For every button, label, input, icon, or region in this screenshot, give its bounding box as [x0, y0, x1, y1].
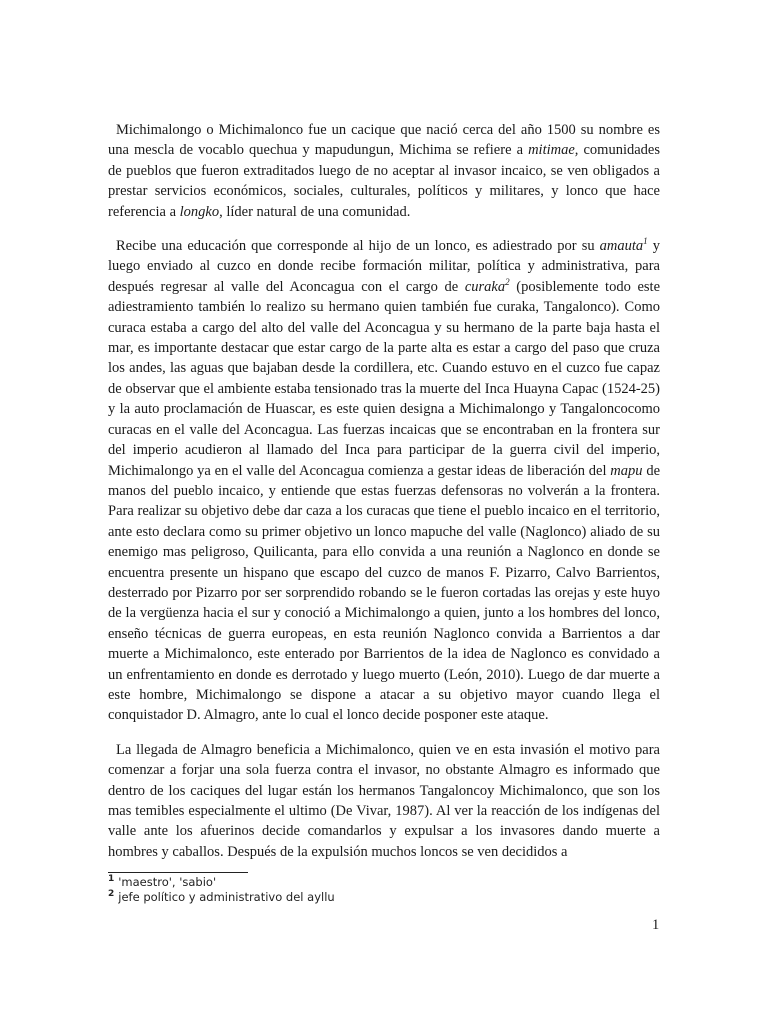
- term-curaka: curaka: [464, 278, 506, 295]
- footnote-1: $^1$ 'maestro', 'sabio': [108, 874, 217, 889]
- footnote-separator: [108, 872, 248, 873]
- paragraph-1: Michimalongo o Michimalonco fue un cacique que nació cerca del año 1500 su nombre es una mescla de vocablo quechua y mapudungun, Michima se refiere a mitimae, comunidades de pueblos que fueron extraditados luego de no aceptar al invasor incaico, se ven obligados a prestar servicios económicos, sociales, culturales, políticos y militares, y lonco que hace referencia a longko, líder natural de una comunidad.: [108, 122, 660, 220]
- term-longko: longko: [179, 203, 220, 220]
- term-amauta: amauta: [599, 238, 644, 255]
- term-mitimae: mitimae,: [528, 142, 579, 159]
- page-number: 1: [652, 917, 660, 933]
- paragraph-2: Recibe una educación que corresponde al hijo de un lonco, es adiestrado por su amauta$^1$ y luego enviado al cuzco en donde recibe formación militar, política y administrativa, para después regresar al valle del Aconcagua con el cargo de curaka$^2$ (posiblemente todo este adiestramiento también lo realizo su hermano quien también fue curaka, Tangalonco). Como curaca estaba a cargo del alto del valle del Aconcagua y su hermano de la parte baja hasta el mar, es importante destacar que estar cargo de la parte alta es estar a cargo del paso que cruza los andes, las aguas que bajaban desde la cordillera, etc. Cuando estuvo en el cuzco fue capaz de observar que el ambiente estaba tensionado tras la muerte del Inca Huayna Capac (1524-25) y la auto proclamación de Huascar, es este quien designa a Michimalongo y Tangaloncocomo curacas en el valle del Aconcagua. Las fuerzas incaicas que se encontraban en la frontera sur del imperio acudieron al llamado del Inca para participar de la guerra civil del imperio, Michimalongo ya en el valle del Aconcagua comienza a gestar ideas de liberación del mapu de manos del pueblo incaico, y entiende que estas fuerzas defensoras no volverán a la frontera. Para realizar su objetivo debe dar caza a los curacas que tiene el pueblo incaico en el territorio, ante esto declara como su primer objetivo un lonco mapuche del valle (Naglonco) aliado de su enemigo mas peligroso, Quilicanta, para ello convida a una reunión a Naglonco en donde se encuentra presente un hispano que escapo del cuzco de manos F. Pizarro, Calvo Barrientos, desterrado por Pizarro por ser sorprendido robando se le fueron cortadas las orejas y este huyo de la vergüenza hacia el sur y conoció a Michimalongo a quien, junto a los hombres del lonco, enseño técnicas de guerra europeas, en esta reunión Naglonco convida a Barrientos a dar muerte a Michimalonco, este enterado por Barrientos de la idea de Naglonco es convidado a un enfrentamiento en donde es derrotado y luego muerto (León, 2010). Luego de dar muerte a este hombre, Michimalongo se dispone a atacar a su objetivo mayor cuando llega el conquistador D. Almagro, ante lo cual el lonco decide posponer este ataque.: [108, 236, 661, 724]
- footnote-ref-1: 1: [643, 236, 648, 247]
- footnote-2: $^2$ jefe político y administrativo del ayllu: [108, 889, 335, 904]
- paragraph-3: La llegada de Almagro beneficia a Michimalonco, quien ve en esta invasión el motivo para comenzar a forjar una sola fuerza contra el invasor, no obstante Almagro es informado que dentro de los caciques del lugar están los hermanos Tangaloncoy Michimalonco, que son los mas temibles especialmente el ultimo (De Vivar, 1987). Al ver la reacción de los indígenas del valle ante los afuerinos decide comandarlos y expulsar a los invasores dando muerte a hombres y caballos. Después de la expulsión muchos loncos se ven decididos a: [108, 741, 660, 860]
- document-body: [108, 120, 660, 876]
- footnote-ref-2: 2: [505, 277, 510, 288]
- term-mapu: mapu: [610, 462, 643, 479]
- footnotes: [108, 872, 668, 905]
